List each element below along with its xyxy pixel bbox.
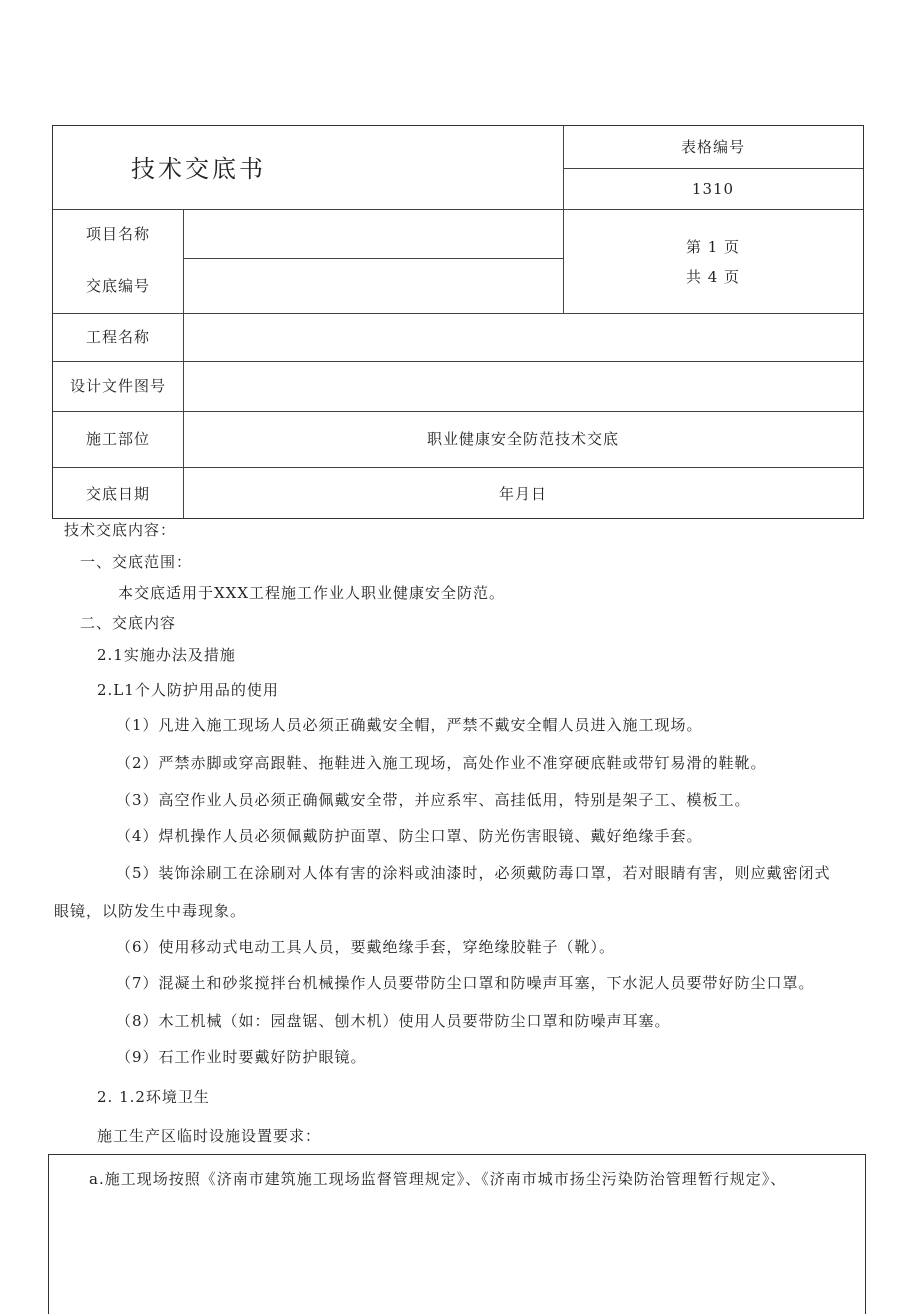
requirements-box — [48, 1154, 866, 1314]
divider-form-no — [563, 168, 863, 169]
page-current: 第 1 页 — [685, 238, 741, 256]
list-item: （1）凡进入施工现场人员必须正确戴安全帽，严禁不戴安全帽人员进入施工现场。 — [116, 716, 703, 734]
divider-row-6 — [53, 467, 863, 468]
divider-row-1 — [53, 209, 863, 210]
list-item: （6）使用移动式电动工具人员，要戴绝缘手套，穿绝缘胶鞋子（靴）。 — [116, 938, 616, 956]
divider-row-5 — [53, 411, 863, 412]
divider-row-2 — [183, 258, 563, 259]
list-item: （8）木工机械（如：园盘锯、刨木机）使用人员要带防尘口罩和防噪声耳塞。 — [116, 1012, 671, 1030]
header-table — [52, 125, 864, 519]
divider-row-4 — [53, 361, 863, 362]
temp-facilities-heading: 施工生产区临时设施设置要求： — [97, 1127, 322, 1145]
section-1-text: 本交底适用于XXX工程施工作业人职业健康安全防范。 — [118, 584, 506, 602]
list-item: （9）石工作业时要戴好防护眼镜。 — [116, 1048, 367, 1066]
label-construction-part: 施工部位 — [85, 430, 150, 448]
label-project-name: 项目名称 — [85, 225, 150, 243]
subsection-2-1-2: 2. 1.2环境卫生 — [97, 1088, 210, 1106]
label-design-drawing-no: 设计文件图号 — [69, 377, 166, 395]
document-title: 技术交底书 — [131, 155, 266, 183]
section-2-title: 二、交底内容 — [80, 614, 177, 632]
label-disclosure-date: 交底日期 — [85, 485, 150, 503]
list-item: （2）严禁赤脚或穿高跟鞋、拖鞋进入施工现场，高处作业不准穿硬底鞋或带钉易滑的鞋靴。 — [116, 754, 767, 772]
list-item-continuation: 眼镜，以防发生中毒现象。 — [54, 902, 247, 920]
subsection-2-1: 2.1实施办法及措施 — [97, 646, 236, 664]
list-item: （3）高空作业人员必须正确佩戴安全带，并应系牢、高挂低用，特别是架子工、模板工。 — [116, 791, 751, 809]
label-disclosure-no: 交底编号 — [85, 277, 150, 295]
value-disclosure-date: 年月日 — [498, 485, 547, 503]
requirement-a: a.施工现场按照《济南市建筑施工现场监督管理规定》、《济南市城市扬尘污染防治管理暂行规定》、 — [89, 1170, 787, 1188]
list-item: （7）混凝土和砂浆搅拌台机械操作人员要带防尘口罩和防噪声耳塞，下水泥人员要带好防尘口罩。 — [116, 974, 815, 992]
divider-label-column — [183, 209, 184, 518]
content-heading: 技术交底内容： — [64, 521, 177, 539]
form-no-label: 表格编号 — [680, 138, 745, 156]
page-total: 共 4 页 — [685, 268, 741, 286]
list-item: （4）焊机操作人员必须佩戴防护面罩、防尘口罩、防光伤害眼镜、戴好绝缘手套。 — [116, 827, 703, 845]
label-engineering-name: 工程名称 — [85, 328, 150, 346]
subsection-2-1-1: 2.L1个人防护用品的使用 — [97, 681, 279, 699]
section-1-title: 一、交底范围： — [80, 553, 193, 571]
form-no-value: 1310 — [691, 180, 735, 198]
divider-row-3 — [53, 313, 863, 314]
value-construction-part: 职业健康安全防范技术交底 — [426, 430, 619, 448]
list-item: （5）装饰涂刷工在涂刷对人体有害的涂料或油漆时，必须戴防毒口罩，若对眼睛有害，则应戴密闭式 — [116, 864, 831, 882]
